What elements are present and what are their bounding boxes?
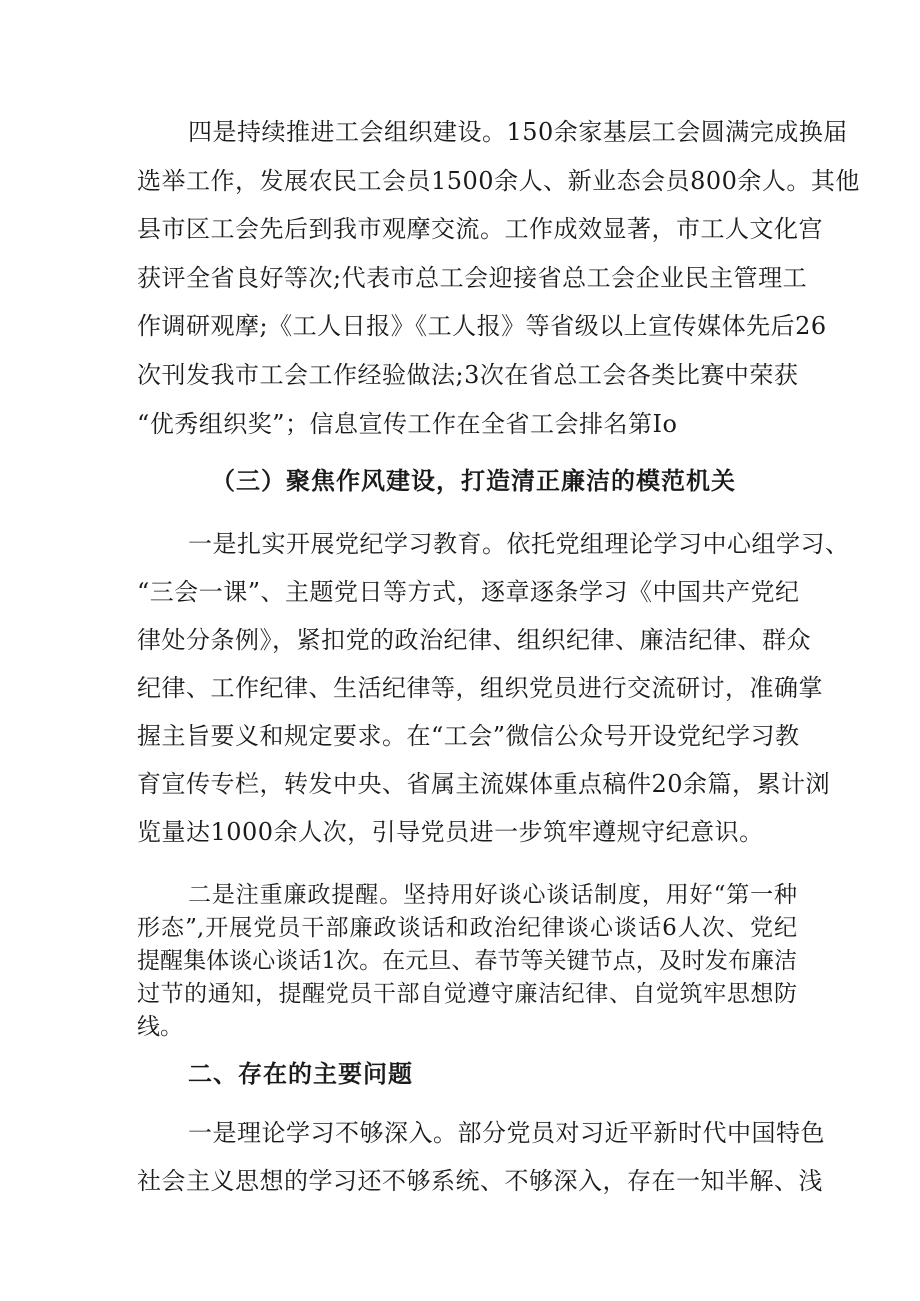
para3-line-3: 提醒集体谈心谈话1次。在元旦、春节等关键节点，及时发布廉洁 bbox=[137, 948, 797, 974]
para2-line-5: 握主旨要义和规定要求。在“工会”微信公众号开设党纪学习教 bbox=[137, 722, 800, 750]
para1-line-2: 选举工作，发展农民工会员1500余人、新业态会员800余人。其他 bbox=[137, 167, 860, 195]
para1-line-4: 获评全省良好等次;代表市总工会迎接省总工会企业民主管理工 bbox=[137, 264, 808, 292]
para2-line-3: 律处分条例》，紧扣党的政治纪律、组织纪律、廉洁纪律、群众 bbox=[137, 626, 811, 654]
para4-line-1: 一是理论学习不够深入。部分党员对习近平新时代中国特色 bbox=[188, 1119, 825, 1147]
para1-line-3: 县市区工会先后到我市观摩交流。工作成效显著，市工人文化宫 bbox=[137, 215, 823, 243]
para2-line-6: 育宣传专栏，转发中央、省属主流媒体重点稿件20余篇，累计浏 bbox=[137, 770, 831, 798]
para1-line-5: 作调研观摩;《工人日报》《工人报》等省级以上宣传媒体先后26 bbox=[137, 312, 827, 340]
para1-line-6: 次刊发我市工会工作经验做法;3次在省总工会各类比赛中荣获 bbox=[137, 361, 799, 389]
para1-line-1: 四是持续推进工会组织建设。150余家基层工会圆满完成换届 bbox=[188, 118, 848, 146]
para2-line-7: 览量达1000余人次，引导党员进一步筑牢遵规守纪意识。 bbox=[137, 818, 764, 846]
para2-line-2: “三会一课”、主题党日等方式，逐章逐条学习《中国共产党纪 bbox=[137, 578, 800, 606]
para3-line-2: 形态”,开展党员干部廉政谈话和政治纪律谈心谈话6人次、党纪 bbox=[137, 915, 797, 941]
para2-line-1: 一是扎实开展党纪学习教育。依托党组理论学习中心组学习、 bbox=[188, 530, 850, 558]
para3-line-1: 二是注重廉政提醒。坚持用好谈心谈话制度，用好“第一种 bbox=[188, 882, 797, 908]
para4-line-2: 社会主义思想的学习还不够系统、不够深入，存在一知半解、浅 bbox=[137, 1167, 823, 1195]
para3-line-4: 过节的通知，提醒党员干部自觉遵守廉洁纪律、自觉筑牢思想防 bbox=[137, 981, 797, 1007]
section-heading-2: 二、存在的主要问题 bbox=[188, 1059, 413, 1088]
para1-line-7: “优秀组织奖”；信息宣传工作在全省工会排名第Io bbox=[137, 410, 678, 438]
para2-line-4: 纪律、工作纪律、生活纪律等，组织党员进行交流研讨，准确掌 bbox=[137, 674, 823, 702]
para3-line-5: 线。 bbox=[137, 1014, 183, 1040]
section-heading-3: （三）聚焦作风建设，打造清正廉洁的模范机关 bbox=[211, 466, 736, 495]
